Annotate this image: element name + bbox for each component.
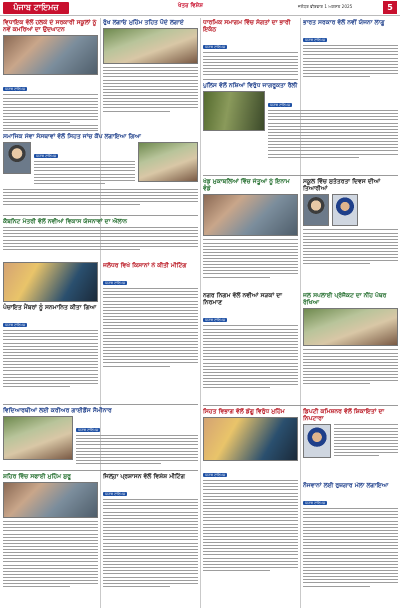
news-story <box>103 262 198 402</box>
news-story <box>203 82 398 172</box>
story-body <box>203 325 298 388</box>
byline-badge: ਪੰਜਾਬ ਟਾਇਮਜ਼ <box>105 492 126 497</box>
story-body <box>103 67 198 111</box>
byline-badge: ਪੰਜਾਬ ਟਾਇਮਜ਼ <box>5 323 26 328</box>
story-headline: ਕੈਬਨਿਟ ਮੰਤਰੀ ਵੱਲੋਂ ਨਵੀਆਂ ਵਿਕਾਸ ਯੋਜਨਾਵਾਂ ਦਾ ਐਲਾਨ <box>3 218 128 225</box>
news-story <box>303 482 398 608</box>
story-body <box>3 189 198 205</box>
news-story <box>3 262 98 402</box>
story-divider <box>203 405 398 406</box>
story-photo <box>303 308 398 346</box>
news-story <box>103 19 198 129</box>
story-body <box>303 508 398 586</box>
story-headline: ਵਿਧਾਇਕ ਵੱਲੋਂ ਹਲਕੇ ਦੇ ਸਰਕਾਰੀ ਸਕੂਲਾਂ ਨੂੰ ਨਵੇਂ ਕਮਰਿਆਂ ਦਾ ਉਦਘਾਟਨ <box>3 19 97 34</box>
story-body <box>3 330 98 387</box>
byline-badge: ਪੰਜਾਬ ਟਾਇਮਜ਼ <box>205 473 226 478</box>
story-photo <box>332 194 358 226</box>
story-photo <box>203 417 298 461</box>
story-headline: ਰੁੱਖ ਲਗਾਓ ਮੁਹਿੰਮ ਤਹਿਤ ਪੌਦੇ ਲਗਾਏ <box>103 19 184 26</box>
news-story <box>203 292 298 402</box>
newspaper-brand: ਪੰਜਾਬ ਟਾਇਮਜ਼ <box>3 2 69 14</box>
story-photo <box>203 194 298 236</box>
masthead <box>0 0 400 16</box>
byline-badge: ਪੰਜਾਬ ਟਾਇਮਜ਼ <box>105 281 126 286</box>
story-body <box>303 229 398 264</box>
story-body <box>34 161 135 184</box>
story-headline: ਜਿਲ੍ਹਾ ਪ੍ਰਸ਼ਾਸਨ ਵੱਲੋਂ ਵਿਸ਼ੇਸ਼ ਮੀਟਿੰਗ <box>103 473 185 480</box>
page-number: 5 <box>383 1 397 14</box>
story-divider <box>203 79 298 80</box>
story-body <box>303 349 398 384</box>
news-story <box>3 133 198 213</box>
news-story <box>3 19 98 129</box>
story-photo <box>3 262 98 302</box>
news-story <box>3 407 198 467</box>
story-photo <box>3 35 98 75</box>
story-photo <box>303 424 331 458</box>
story-photo <box>103 28 198 64</box>
byline-badge: ਪੰਜਾਬ ਟਾਇਮਜ਼ <box>305 501 326 506</box>
story-photo <box>138 142 198 182</box>
news-story <box>303 408 398 478</box>
news-story <box>103 473 198 608</box>
story-body <box>268 110 398 157</box>
byline-badge: ਪੰਜਾਬ ਟਾਇਮਜ਼ <box>5 87 26 92</box>
story-headline: ਜਲ ਸਪਲਾਈ ਪ੍ਰੋਜੈਕਟ ਦਾ ਨੀਂਹ ਪੱਥਰ ਰੱਖਿਆ <box>303 292 387 307</box>
story-headline: ਪੰਚਾਇਤ ਮੈਂਬਰਾਂ ਨੂੰ ਸਨਮਾਨਿਤ ਕੀਤਾ ਗਿਆ <box>3 304 97 311</box>
story-body <box>303 45 398 77</box>
section-title: ਖੇਤਰ ਵਿਸ਼ੇਸ਼ <box>178 3 203 9</box>
story-body <box>334 424 398 456</box>
byline-badge: ਪੰਜਾਬ ਟਾਇਮਜ਼ <box>78 428 99 433</box>
story-photo <box>3 482 98 518</box>
news-story <box>203 178 298 288</box>
story-headline: ਸਿਹਤ ਵਿਭਾਗ ਵੱਲੋਂ ਡੇਂਗੂ ਵਿਰੁੱਧ ਮੁਹਿੰਮ <box>203 408 285 415</box>
news-story <box>303 19 398 77</box>
story-body <box>203 52 298 77</box>
story-body <box>3 94 98 129</box>
column-divider <box>100 18 101 608</box>
story-headline: ਸ਼ਹਿਰ ਵਿੱਚ ਸਫਾਈ ਮੁਹਿੰਮ ਸ਼ੁਰੂ <box>3 473 71 480</box>
story-divider <box>3 470 198 471</box>
story-body <box>3 521 98 587</box>
story-body <box>76 435 198 464</box>
byline-badge: ਪੰਜਾਬ ਟਾਇਮਜ਼ <box>270 103 291 108</box>
news-story <box>3 218 198 258</box>
story-photo <box>3 142 31 174</box>
news-story <box>203 19 298 77</box>
story-photo <box>303 194 329 226</box>
story-divider <box>203 175 398 176</box>
story-headline: ਡਿਪਟੀ ਕਮਿਸ਼ਨਰ ਵੱਲੋਂ ਸ਼ਿਕਾਇਤਾਂ ਦਾ ਨਿਪਟਾਰਾ <box>303 408 385 423</box>
story-photo <box>3 416 73 460</box>
story-headline: ਖੇਡ ਮੁਕਾਬਲਿਆਂ ਵਿੱਚ ਜੇਤੂਆਂ ਨੂੰ ਇਨਾਮ ਵੰਡੇ <box>203 178 290 193</box>
story-divider <box>3 215 198 216</box>
news-story <box>203 408 298 608</box>
story-headline: ਜਲੰਧਰ ਵਿਖੇ ਕਿਸਾਨਾਂ ਨੇ ਕੀਤੀ ਮੀਟਿੰਗ <box>103 262 187 269</box>
story-body <box>203 239 298 277</box>
news-story <box>303 292 398 402</box>
byline-badge: ਪੰਜਾਬ ਟਾਇਮਜ਼ <box>205 318 226 323</box>
story-headline: ਭਾਰਤ ਸਰਕਾਰ ਵੱਲੋਂ ਨਵੀਂ ਯੋਜਨਾ ਲਾਗੂ <box>303 19 385 26</box>
column-divider <box>200 18 201 608</box>
news-story <box>3 473 98 608</box>
story-headline: ਧਾਰਮਿਕ ਸਮਾਗਮ ਵਿੱਚ ਸੰਗਤਾਂ ਦਾ ਭਾਰੀ ਇਕੱਠ <box>203 19 291 34</box>
story-headline: ਸਕੂਲ ਵਿੱਚ ਸੁਤੰਤਰਤਾ ਦਿਵਸ ਦੀਆਂ ਤਿਆਰੀਆਂ <box>303 178 381 193</box>
story-divider <box>3 130 98 131</box>
news-story <box>303 178 398 288</box>
dateline: ਜਲੰਧਰ ਵੀਰਵਾਰ 1 ਅਗਸਤ 2025 <box>298 4 353 9</box>
byline-badge: ਪੰਜਾਬ ਟਾਇਮਜ਼ <box>305 38 326 43</box>
story-body <box>203 480 298 571</box>
story-body <box>3 227 198 250</box>
story-body <box>103 499 198 587</box>
story-headline: ਨਗਰ ਨਿਗਮ ਵੱਲੋਂ ਨਵੀਆਂ ਸੜਕਾਂ ਦਾ ਨਿਰਮਾਣ <box>203 292 282 307</box>
story-divider <box>3 404 198 405</box>
story-headline: ਵਿਦਿਆਰਥੀਆਂ ਲਈ ਕਰੀਅਰ ਗਾਈਡੈਂਸ ਸੈਮੀਨਾਰ <box>3 407 112 414</box>
byline-badge: ਪੰਜਾਬ ਟਾਇਮਜ਼ <box>205 45 226 50</box>
story-body <box>103 288 198 366</box>
story-headline: ਸਮਾਜਿਕ ਸੇਵਾ ਸੰਸਥਾਵਾਂ ਵੱਲੋਂ ਸਿਹਤ ਜਾਂਚ ਕੈਂਪ ਲਗਾਇਆ ਗਿਆ <box>3 133 141 140</box>
story-headline: ਨੌਜਵਾਨਾਂ ਲਈ ਰੁਜ਼ਗਾਰ ਮੇਲਾ ਲਗਾਇਆ <box>303 482 389 489</box>
story-photo <box>203 91 265 131</box>
story-headline: ਪੁਲਿਸ ਵੱਲੋਂ ਨਸ਼ਿਆਂ ਵਿਰੁੱਧ ਜਾਗਰੂਕਤਾ ਰੈਲੀ <box>203 82 298 89</box>
byline-badge: ਪੰਜਾਬ ਟਾਇਮਜ਼ <box>36 154 57 159</box>
